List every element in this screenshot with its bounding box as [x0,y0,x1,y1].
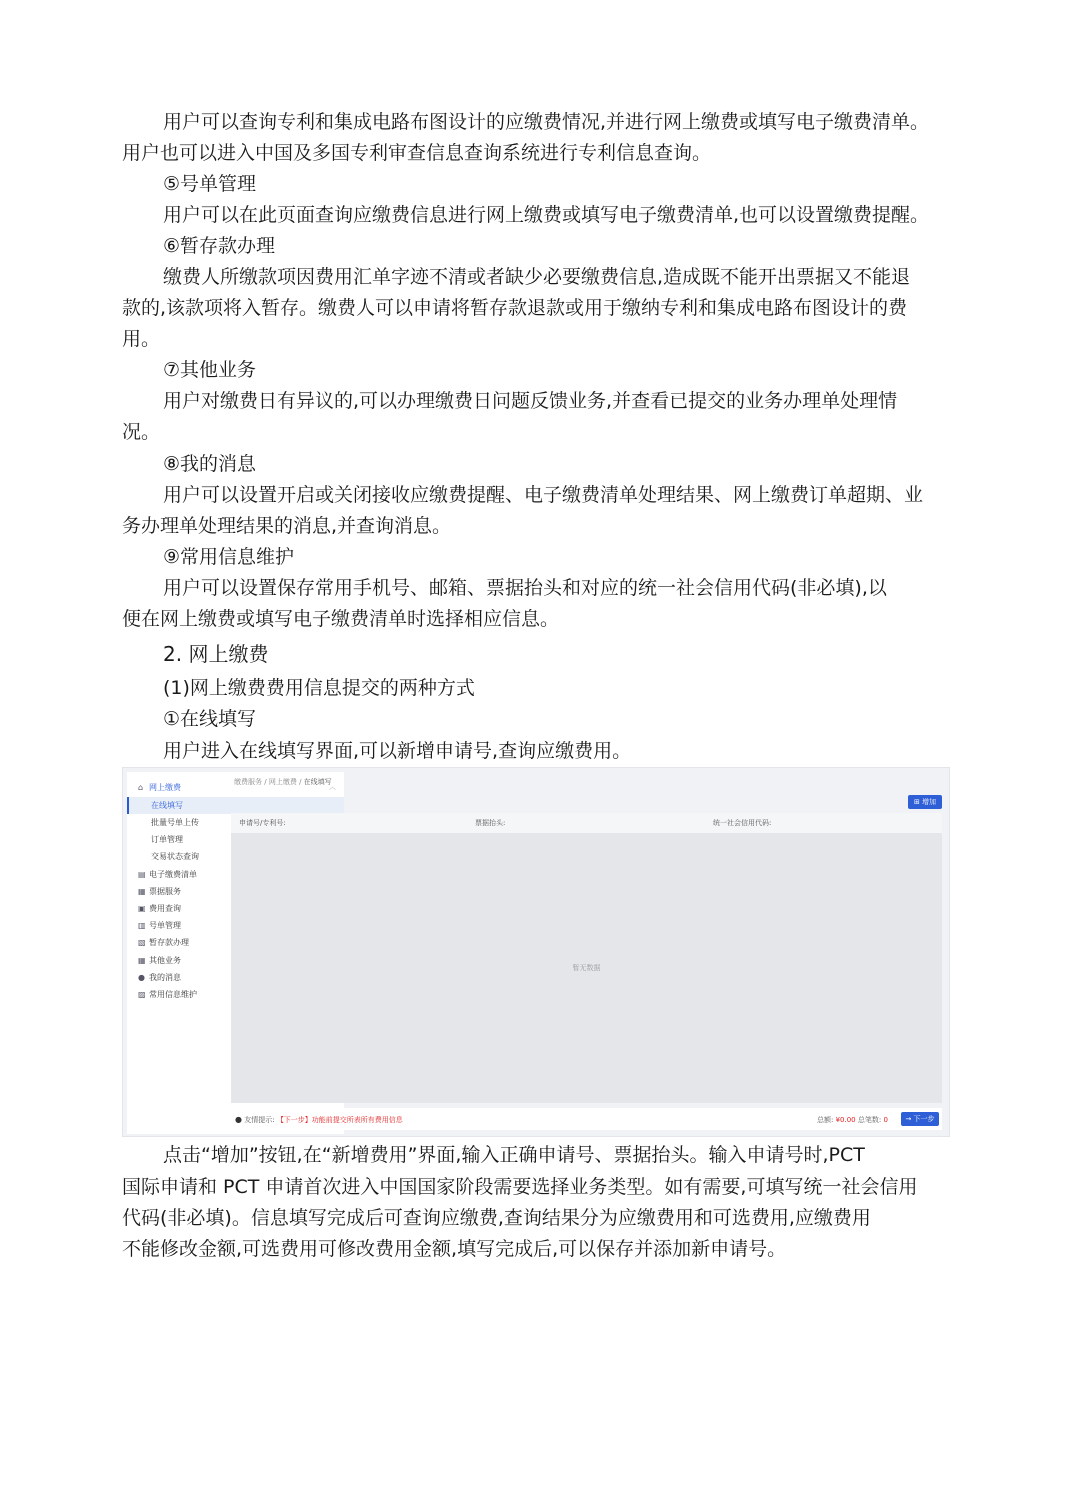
body-text: 用户进入在线填写界面,可以新增申请号,查询应缴费用。 [163,740,632,762]
doc-icon: ▥ [138,921,146,930]
sidebar-item-transaction-status[interactable]: 交易状态查询 [151,852,199,861]
chevron-up-icon: ︿ [329,783,336,791]
column-credit-code: 统一社会信用代码: [713,819,772,827]
sidebar-item-deposit[interactable]: ▧ 暂存款办理 [127,934,344,951]
section-heading: ①在线填写 [163,708,257,730]
search-icon: ▣ [138,904,146,913]
add-button[interactable]: ⊞ 增加 [908,795,942,809]
breadcrumb-item[interactable]: 网上缴费 [268,778,297,786]
body-text: 国际申请和 PCT 申请首次进入中国国家阶段需要选择业务类型。如有需要,可填写统一社会信用 [122,1176,918,1198]
breadcrumb-current: 在线填写 [303,778,332,786]
totals: 总额: ¥0.00 总笔数: 0 [817,1116,888,1124]
section-heading: ⑤号单管理 [163,173,257,195]
body-text: 用户可以设置开启或关闭接收应缴费提醒、电子缴费清单处理结果、网上缴费订单超期、业 [163,484,924,506]
body-text: 用户可以设置保存常用手机号、邮箱、票据抬头和对应的统一社会信用代码(非必填),以 [163,577,887,599]
body-text: 用户可以查询专利和集成电路布图设计的应缴费情况,并进行网上缴费或填写电子缴费清单。 [163,111,930,133]
sidebar-item-fee-query[interactable]: ▣ 费用查询 [127,900,344,917]
sidebar-item-receipt-service[interactable]: ▦ 票据服务 [127,883,344,900]
body-text: 便在网上缴费或填写电子缴费清单时选择相应信息。 [122,608,560,630]
info-icon: ● [235,1115,242,1124]
section-heading: ⑥暂存款办理 [163,235,276,257]
ticket-icon: ▦ [138,887,146,896]
gear-icon: ▨ [138,990,146,999]
sidebar-item-order-management[interactable]: 订单管理 [151,835,183,844]
breadcrumb: 缴费服务 / 网上缴费 / 在线填写 [234,778,332,786]
body-text: 代码(非必填)。信息填写完成后可查询应缴费,查询结果分为应缴费用和可选费用,应缴费用 [122,1207,871,1229]
sidebar-item-other-business[interactable]: ▦ 其他业务 [127,952,344,969]
body-text: 况。 [122,421,161,443]
subsection-heading: (1)网上缴费费用信息提交的两种方式 [163,677,475,699]
empty-state: 暂无数据 [572,964,601,972]
body-text: 缴费人所缴款项因费用汇单字迹不清或者缺少必要缴费信息,造成既不能开出票据又不能退 [163,266,911,288]
total-count: 0 [883,1116,888,1124]
home-icon: ⌂ [138,783,144,792]
wallet-icon: ▧ [138,938,146,947]
sidebar-item-number-management[interactable]: ▥ 号单管理 [127,917,344,934]
sidebar-item-common-info[interactable]: ▨ 常用信息维护 [127,986,344,1003]
breadcrumb-item[interactable]: 缴费服务 [234,778,262,786]
table-header [231,813,942,833]
chapter-heading: 2. 网上缴费 [163,642,269,666]
sidebar-item-my-messages[interactable]: ● 我的消息 [127,969,344,986]
body-text: 用户可以在此页面查询应缴费信息进行网上缴费或填写电子缴费清单,也可以设置缴费提醒。 [163,204,930,226]
fee-list-area [231,813,942,1103]
sidebar-item-batch-upload[interactable]: 批量号单上传 [151,818,199,827]
next-step-button[interactable]: → 下一步 [901,1112,939,1126]
section-heading: ⑦其他业务 [163,359,257,381]
grid-icon: ▦ [138,956,146,965]
body-text: 款的,该款项将入暂存。缴费人可以申请将暂存款退款或用于缴纳专利和集成电路布图设计的费 [122,297,908,319]
sidebar-item-e-payment-list[interactable]: ▤ 电子缴费清单 [127,866,344,883]
tip: ● 友情提示: 【下一步】功能前提交所表所有费用信息 [235,1115,403,1124]
body-text: 用户对缴费日有异议的,可以办理缴费日问题反馈业务,并查看已提交的业务办理单处理情 [163,390,898,412]
body-text: 点击“增加”按钮,在“新增费用”界面,输入正确申请号、票据抬头。输入申请号时,PCT [163,1144,865,1166]
bell-icon: ● [138,973,145,982]
sidebar-item-online-payment[interactable]: ⌂ 网上缴费 ︿ [127,779,344,796]
section-heading: ⑨常用信息维护 [163,546,295,568]
total-amount: ¥0.00 [835,1116,856,1124]
list-icon: ▤ [138,870,146,879]
body-text: 务办理单处理结果的消息,并查询消息。 [122,515,452,537]
section-heading: ⑧我的消息 [163,453,257,475]
column-application-number: 申请号/专利号: [239,819,286,827]
body-text: 用。 [122,328,161,350]
column-receipt-title: 票据抬头: [475,819,506,827]
online-fill-screenshot [122,767,950,1137]
body-text: 用户也可以进入中国及多国专利审查信息查询系统进行专利信息查询。 [122,142,712,164]
sidebar-item-online-fill[interactable]: 在线填写 [127,797,344,814]
body-text: 不能修改金额,可选费用可修改费用金额,填写完成后,可以保存并添加新申请号。 [122,1238,787,1260]
